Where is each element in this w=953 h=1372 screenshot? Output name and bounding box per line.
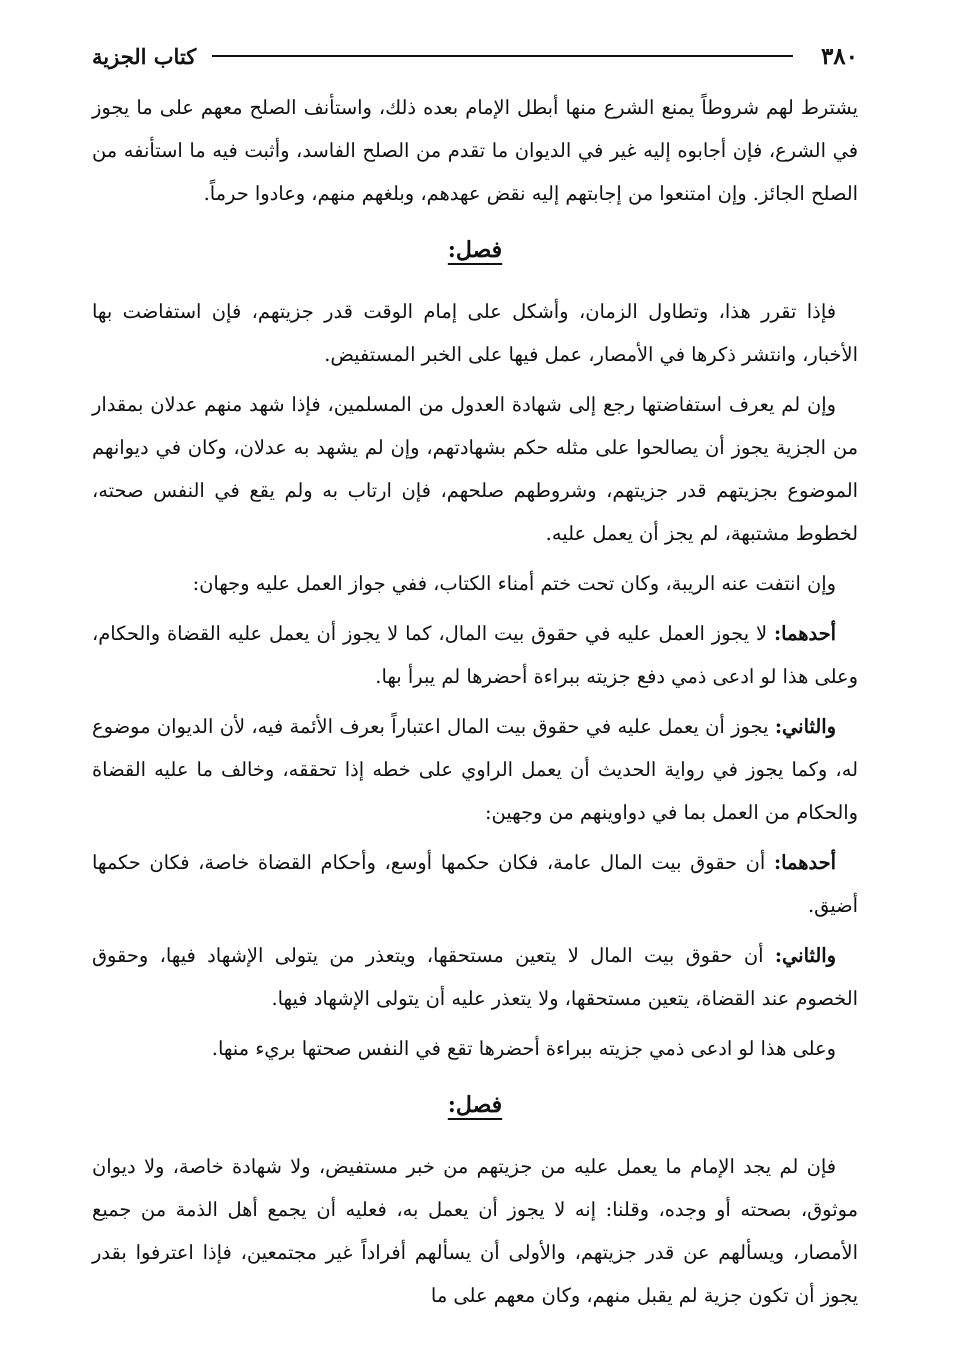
page-header: [92, 36, 858, 76]
section-heading-label: فصل:: [447, 1092, 503, 1118]
paragraph: [92, 290, 858, 376]
page-number: ٣٨٠: [820, 42, 858, 70]
paragraph-text: لا يجوز العمل عليه في حقوق بيت المال، كما لا يجوز أن يعمل عليه القضاة والحكام، وعلى هذا لو ادعى ذمي دفع جزيته ببراءة أحضرها لم يبرأ بها.: [92, 622, 858, 688]
paragraph: [92, 841, 858, 927]
paragraph-text: وعلى هذا لو ادعى ذمي جزيته ببراءة أحضرها تقع في النفس صحتها بريء منها.: [211, 1037, 836, 1060]
paragraph-text: أن حقوق بيت المال عامة، فكان حكمها أوسع، وأحكام القضاة خاصة، فكان حكمها أضيق.: [92, 851, 858, 917]
section-heading: [92, 230, 858, 270]
paragraph: [92, 1027, 858, 1070]
header-rule: [212, 55, 793, 57]
section-heading: [92, 1085, 858, 1125]
paragraph-text: يشترط لهم شروطاً يمنع الشرع منها أبطل الإمام بعده ذلك، واستأنف الصلح معهم على ما يجوز في الشرع، فإن أجابوه إليه غير في الديوان ما تقدم من الصلح الفاسد، وأثبت فيه ما استأنفه من الصلح الجائز. وإن امتنعوا من إجابتهم إليه نقض عهدهم، وبلغهم منهم، وعادوا حرماً.: [92, 96, 858, 205]
paragraph: [92, 562, 858, 605]
paragraph: [92, 934, 858, 1020]
paragraph-lead: والثاني:: [774, 715, 836, 738]
paragraph-text: أن حقوق بيت المال لا يتعين مستحقها، ويتعذر من يتولى الإشهاد فيها، وحقوق الخصوم عند القضاة، يتعين مستحقها، ولا يتعذر عليه أن يتولى الإشهاد فيها.: [92, 944, 858, 1010]
paragraph: [92, 1145, 858, 1317]
paragraph-text: وإن لم يعرف استفاضتها رجع إلى شهادة العدول من المسلمين، فإذا شهد منهم عدلان بمقدار من الجزية يجوز أن يصالحوا على مثله حكم بشهادتهم، وإن لم يشهد به عدلان، وكان في ديوانهم الموضوع بجزيتهم قدر جزيتهم، وشروطهم صلحهم، فإن ارتاب به ولم يقع في النفس صحته، لخطوط مشتبهة، لم يجز أن يعمل عليه.: [92, 393, 858, 545]
paragraph-text: وإن انتفت عنه الريبة، وكان تحت ختم أمناء الكتاب، ففي جواز العمل عليه وجهان:: [192, 572, 836, 595]
paragraph-lead: أحدهما:: [773, 622, 836, 645]
paragraph: [92, 612, 858, 698]
paragraph-text: فإذا تقرر هذا، وتطاول الزمان، وأشكل على إمام الوقت قدر جزيتهم، فإن استفاضت بها الأخبار، وانتشر ذكرها في الأمصار، عمل فيها على الخبر المستفيض.: [92, 300, 858, 366]
paragraph-text: يجوز أن يعمل عليه في حقوق بيت المال اعتباراً بعرف الأئمة فيه، لأن الديوان موضوع له، وكما يجوز في رواية الحديث أن يعمل الراوي على خطه إذا تحققه، وخالف ما عليه القضاة والحكام من العمل بما في دواوينهم من وجهين:: [92, 715, 858, 824]
section-heading-label: فصل:: [447, 237, 503, 263]
page-body: [92, 86, 858, 1324]
paragraph-lead: والثاني:: [774, 944, 836, 967]
paragraph-text: فإن لم يجد الإمام ما يعمل عليه من جزيتهم من خبر مستفيض، ولا شهادة خاصة، ولا ديوان موثوق، بصحته أو وجده، وقلنا: إنه لا يجوز أن يعمل به، فعليه أن يجمع أهل الذمة من جميع الأمصار، ويسألهم عن قدر جزيتهم، والأولى أن يسألهم أفراداً غير مجتمعين، فإذا اعترفوا بقدر يجوز أن تكون جزية لم يقبل منهم، وكان معهم على ما: [92, 1155, 858, 1307]
paragraph-lead: أحدهما:: [773, 851, 836, 874]
paragraph: [92, 86, 858, 215]
paragraph: [92, 383, 858, 555]
paragraph: [92, 705, 858, 834]
running-title: كتاب الجزية: [92, 43, 197, 69]
